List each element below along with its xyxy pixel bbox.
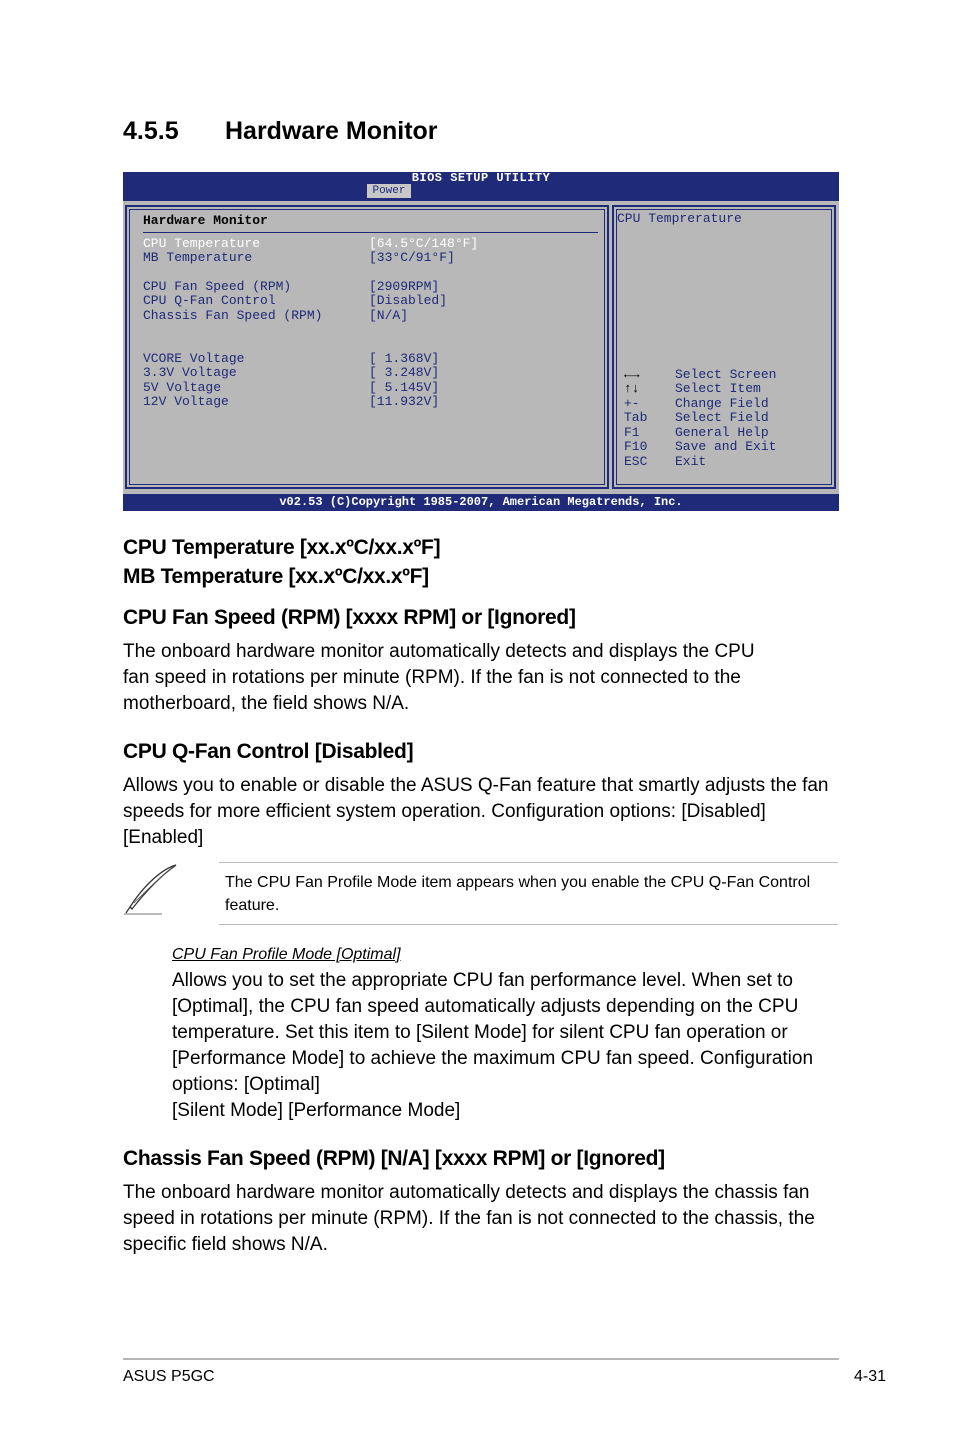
- bios-screen: [123, 172, 839, 511]
- heading-chassis-fan-speed: Chassis Fan Speed (RPM) [N/A] [xxxx RPM] or [Ignored]: [123, 1147, 665, 1170]
- footer-product: ASUS P5GC: [123, 1368, 215, 1385]
- bios-row-label-vcore[interactable]: VCORE Voltage: [143, 351, 245, 366]
- bios-copyright-bar: v02.53 (C)Copyright 1985-2007, American Megatrends, Inc.: [123, 494, 839, 511]
- note-text: The CPU Fan Profile Mode item appears when you enable the CPU Q-Fan Control feature.: [225, 874, 811, 914]
- pen-note-icon: [122, 861, 180, 917]
- bios-key: F10: [624, 439, 648, 454]
- bios-key: +-: [624, 396, 640, 411]
- up-down-arrow-icon: ↑↓: [624, 381, 640, 396]
- heading-qfan-control: CPU Q-Fan Control [Disabled]: [123, 740, 414, 763]
- bios-row-value-qfan: [Disabled]: [369, 293, 448, 308]
- heading-cpu-fan-speed: CPU Fan Speed (RPM) [xxxx RPM] or [Ignored]: [123, 606, 576, 629]
- bios-row-label-3v3[interactable]: 3.3V Voltage: [143, 365, 237, 380]
- note-bottom-rule: [219, 924, 838, 925]
- paragraph-cpu-fan-speed: The onboard hardware monitor automatically detects and displays the CPU fan speed in rotations per minute (RPM). If the fan is not connected to the motherboard, the field shows N/A.: [123, 641, 755, 714]
- bios-row-value-vcore: [ 1.368V]: [369, 351, 440, 366]
- bios-row-value-mb-temp: [33°C/91°F]: [369, 250, 455, 265]
- footer-rule: [123, 1358, 839, 1360]
- bios-panel-title: Hardware Monitor: [143, 213, 268, 228]
- bios-key: Tab: [624, 410, 648, 425]
- heading-cpu-temperature: CPU Temperature [xx.xºC/xx.xºF]: [123, 536, 441, 559]
- bios-key: ESC: [624, 454, 648, 469]
- bios-key-action: Exit: [675, 454, 707, 469]
- section-title: Hardware Monitor: [225, 117, 438, 145]
- bios-row-label-qfan[interactable]: CPU Q-Fan Control: [143, 293, 276, 308]
- bios-help-panel: [612, 205, 836, 489]
- bios-tab-power[interactable]: Power: [367, 184, 411, 198]
- bios-help-title: CPU Temprerature: [617, 211, 742, 226]
- bios-row-value-cpu-temp: [64.5°C/148°F]: [369, 236, 479, 251]
- bios-row-label-cpu-temp[interactable]: CPU Temperature: [143, 236, 261, 251]
- paragraph-fan-profile: Allows you to set the appropriate CPU fan performance level. When set to [Optimal], the CPU fan speed automatically adjusts depending on the CPU temperature. Set this item to [Silent Mode] for silent CPU fan operation or [Performance Mode] to achieve the maximum CPU fan speed. Configuration options: [Optimal] [Silent Mode] [Performance Mode]: [172, 970, 814, 1121]
- bios-row-value-12v: [11.932V]: [369, 394, 440, 409]
- bios-key-action: Select Item: [675, 381, 761, 396]
- paragraph-chassis-fan-speed: The onboard hardware monitor automatically detects and displays the chassis fan speed in rotations per minute (RPM). If the fan is not connected to the chassis, the specific field shows N/A.: [123, 1182, 815, 1255]
- bios-row-label-12v[interactable]: 12V Voltage: [143, 394, 229, 409]
- bios-row-value-cpu-fan: [2909RPM]: [369, 279, 440, 294]
- bios-key-action: Change Field: [675, 396, 769, 411]
- bios-row-value-3v3: [ 3.248V]: [369, 365, 440, 380]
- bios-row-value-chassis-fan: [N/A]: [369, 308, 409, 323]
- bios-header-bar: [123, 172, 839, 201]
- note-top-rule: [219, 862, 838, 863]
- sub-heading-fan-profile: CPU Fan Profile Mode [Optimal]: [172, 946, 401, 963]
- bios-row-label-mb-temp[interactable]: MB Temperature: [143, 250, 253, 265]
- bios-title: BIOS SETUP UTILITY: [411, 171, 551, 185]
- bios-key-action: Save and Exit: [675, 439, 777, 454]
- bios-row-label-5v[interactable]: 5V Voltage: [143, 380, 222, 395]
- paragraph-qfan-control: Allows you to enable or disable the ASUS Q-Fan feature that smartly adjusts the fan speeds for more efficient system operation. Configuration options: [Disabled] [Enabled]: [123, 775, 829, 848]
- bios-key: F1: [624, 425, 640, 440]
- bios-panel-divider: [143, 232, 598, 233]
- bios-key-action: General Help: [675, 425, 769, 440]
- heading-mb-temperature: MB Temperature [xx.xºC/xx.xºF]: [123, 565, 429, 588]
- section-number: 4.5.5: [123, 117, 179, 145]
- bios-row-value-5v: [ 5.145V]: [369, 380, 440, 395]
- footer-page-number: 4-31: [853, 1368, 886, 1385]
- left-right-arrow-icon: ←→: [624, 367, 640, 382]
- bios-row-label-chassis-fan[interactable]: Chassis Fan Speed (RPM): [143, 308, 323, 323]
- bios-key-action: Select Field: [675, 410, 769, 425]
- bios-key-action: Select Screen: [675, 367, 777, 382]
- bios-settings-panel: [125, 205, 609, 489]
- bios-row-label-cpu-fan[interactable]: CPU Fan Speed (RPM): [143, 279, 292, 294]
